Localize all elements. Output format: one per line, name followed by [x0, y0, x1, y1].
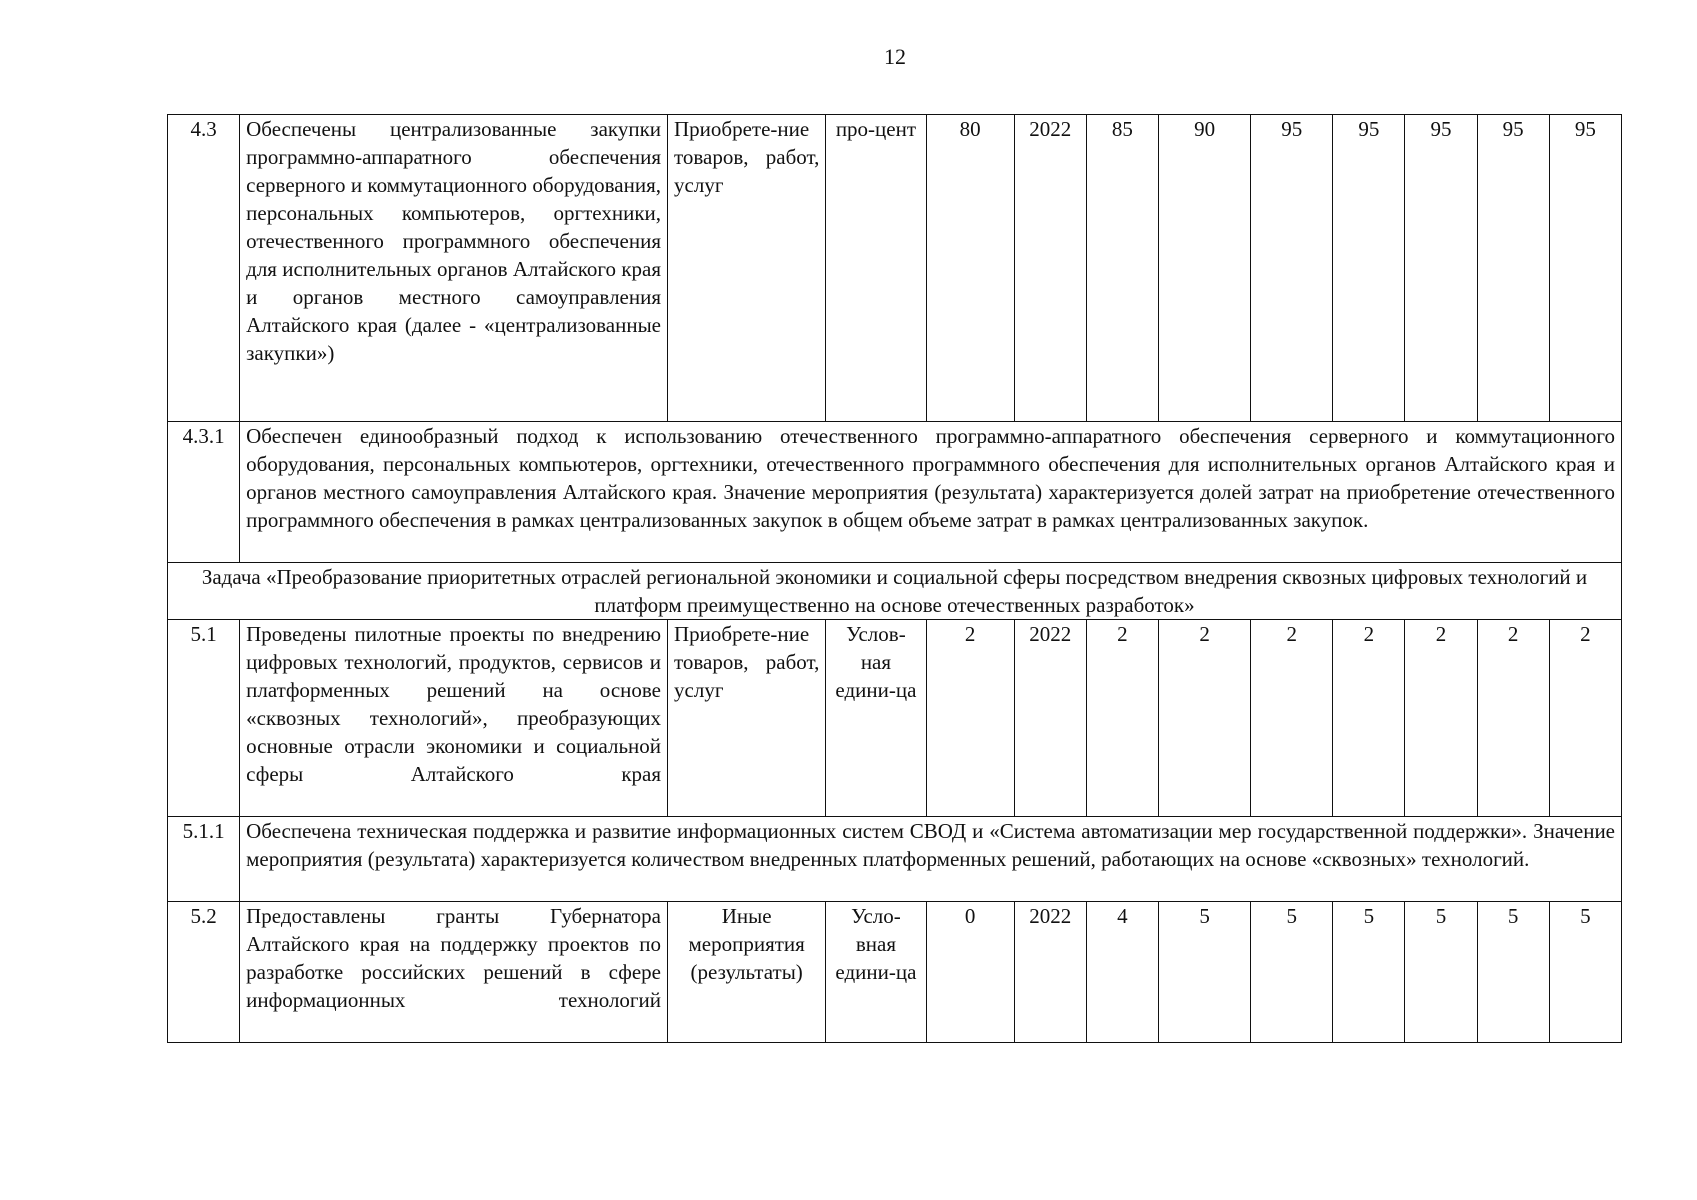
target-value: 5 [1405, 902, 1477, 1043]
row-number: 5.1.1 [168, 817, 240, 902]
target-value: 2 [1158, 620, 1250, 817]
task-heading: Задача «Преобразование приоритетных отраслей региональной экономики и социальной сферы посредством внедрения сквозных цифровых технологий и платформ преимущественно на основе отечественных разработок» [168, 563, 1622, 620]
row-number: 4.3.1 [168, 422, 240, 563]
row-unit: Услов-ная едини-ца [826, 620, 926, 817]
target-value: 95 [1333, 115, 1405, 422]
base-year: 2022 [1014, 115, 1086, 422]
target-value: 5 [1477, 902, 1549, 1043]
base-value: 80 [926, 115, 1014, 422]
table-row-5-1 [168, 620, 1622, 817]
row-text: Обеспечен единообразный подход к использованию отечественного программно-аппаратного обеспечения серверного и коммутационного оборудования, персональных компьютеров, оргтехники, отечественного программного обеспечения для исполнительных органов Алтайского края и органов местного самоуправления Алтайского края. Значение мероприятия (результата) характеризуется долей затрат на приобретение отечественного программного обеспечения в рамках централизованных закупок в общем объеме затрат в рамках централизованных закупок. [240, 422, 1622, 563]
target-value: 90 [1158, 115, 1250, 422]
row-number: 5.1 [168, 620, 240, 817]
target-value: 2 [1333, 620, 1405, 817]
base-value: 0 [926, 902, 1014, 1043]
target-value: 2 [1251, 620, 1333, 817]
target-value: 5 [1158, 902, 1250, 1043]
target-value: 95 [1251, 115, 1333, 422]
row-description: Предоставлены гранты Губернатора Алтайского края на поддержку проектов по разработке российских решений в сфере информационных технологий [240, 902, 668, 1043]
row-unit: про-цент [826, 115, 926, 422]
target-value: 2 [1549, 620, 1621, 817]
target-value: 95 [1549, 115, 1621, 422]
row-type: Приобрете-ние товаров, работ, услуг [668, 115, 826, 422]
table-row-4-3-1 [168, 422, 1622, 563]
row-text: Обеспечена техническая поддержка и развитие информационных систем СВОД и «Система автоматизации мер государственной поддержки». Значение мероприятия (результата) характеризуется количеством внедренных платформенных решений, работающих на основе «сквозных» технологий. [240, 817, 1622, 902]
target-value: 95 [1477, 115, 1549, 422]
target-value: 5 [1549, 902, 1621, 1043]
base-year: 2022 [1014, 902, 1086, 1043]
table-row-5-1-1 [168, 817, 1622, 902]
target-value: 5 [1333, 902, 1405, 1043]
target-value: 95 [1405, 115, 1477, 422]
target-value: 2 [1086, 620, 1158, 817]
indicators-table [167, 114, 1622, 1043]
row-type: Приобрете-ние товаров, работ, услуг [668, 620, 826, 817]
row-type: Иные мероприятия (результаты) [668, 902, 826, 1043]
target-value: 2 [1405, 620, 1477, 817]
row-description: Обеспечены централизованные закупки программно-аппаратного обеспечения серверного и коммутационного оборудования, персональных компьютеров, оргтехники, отечественного программного обеспечения для исполнительных органов Алтайского края и органов местного самоуправления Алтайского края (далее - «централизованные закупки») [240, 115, 668, 422]
table-row-5-2 [168, 902, 1622, 1043]
target-value: 85 [1086, 115, 1158, 422]
row-number: 4.3 [168, 115, 240, 422]
base-year: 2022 [1014, 620, 1086, 817]
table-row-4-3 [168, 115, 1622, 422]
target-value: 4 [1086, 902, 1158, 1043]
table-row-task [168, 563, 1622, 620]
page-number: 12 [884, 44, 906, 69]
row-description: Проведены пилотные проекты по внедрению цифровых технологий, продуктов, сервисов и платформенных решений на основе «сквозных технологий», преобразующих основные отрасли экономики и социальной сферы Алтайского края [240, 620, 668, 817]
base-value: 2 [926, 620, 1014, 817]
target-value: 2 [1477, 620, 1549, 817]
target-value: 5 [1251, 902, 1333, 1043]
row-unit: Усло-вная едини-ца [826, 902, 926, 1043]
row-number: 5.2 [168, 902, 240, 1043]
